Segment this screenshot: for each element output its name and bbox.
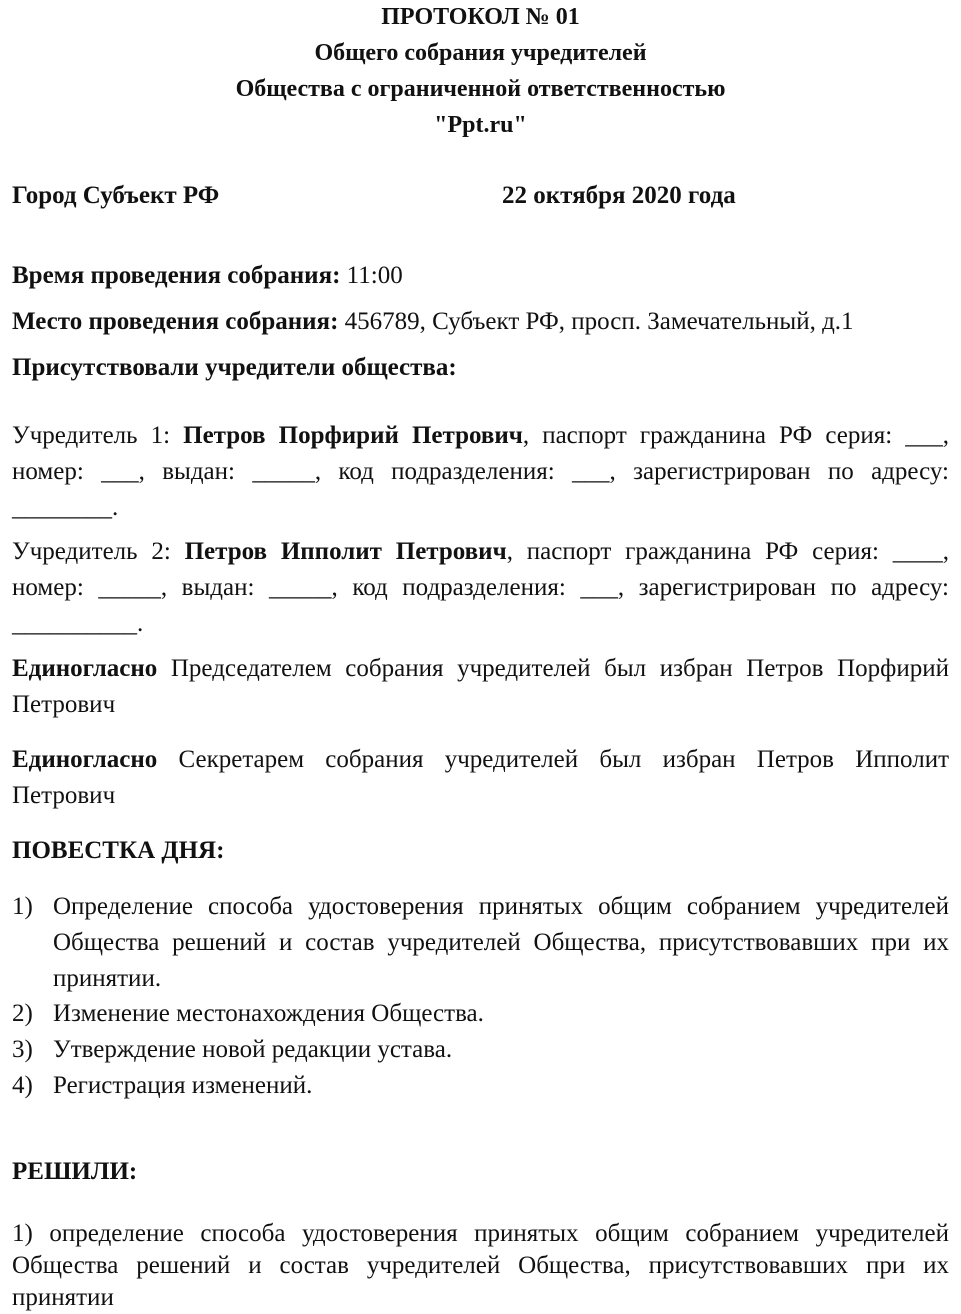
document-subtitle: Общего собрания учредителей	[314, 40, 647, 66]
meeting-time-label: Время проведения собрания:	[12, 262, 341, 289]
meeting-place	[12, 307, 949, 337]
document-title: ПРОТОКОЛ № 01	[381, 4, 580, 30]
secretary-election	[12, 742, 949, 814]
agenda-item-number: 3)	[12, 1036, 33, 1063]
agenda-item-text: Определение способа удостоверения принятых общим собранием учредителей Общества решений и состав учредителей Общества, присутствовавших при их принятии.	[53, 893, 949, 992]
election-text: Председателем собрания учредителей был избран Петров Порфирий Петрович	[12, 655, 949, 718]
founder-details: , паспорт гражданина РФ серия: ___, номер: ___, выдан: _____, код подразделения: ___, зарегистрирован по адресу: ________.	[12, 422, 949, 521]
agenda-item	[12, 1068, 949, 1104]
meeting-place-value: 456789, Субъект РФ, просп. Замечательный, д.1	[338, 308, 854, 335]
agenda-item-number: 1)	[12, 893, 33, 920]
vote-result: Единогласно	[12, 746, 158, 773]
meeting-place-label: Место проведения собрания:	[12, 308, 339, 335]
founder-prefix: Учредитель 2:	[12, 538, 185, 565]
meeting-time	[12, 261, 949, 291]
founder-paragraph	[12, 534, 949, 642]
agenda-item	[12, 1032, 949, 1068]
attendees-heading: Присутствовали учредители общества:	[12, 354, 457, 381]
agenda-item-text: Изменение местонахождения Общества.	[53, 1000, 484, 1027]
meeting-date: 22 октября 2020 года	[502, 182, 736, 209]
agenda-item	[12, 889, 949, 997]
agenda-item-text: Регистрация изменений.	[53, 1072, 313, 1099]
agenda-item	[12, 996, 949, 1032]
agenda-heading: ПОВЕСТКА ДНЯ:	[12, 837, 225, 864]
company-type: Общества с ограниченной ответственностью	[235, 76, 726, 102]
chairman-election	[12, 651, 949, 723]
vote-result: Единогласно	[12, 655, 158, 682]
founder-details: , паспорт гражданина РФ серия: ____, номер: _____, выдан: _____, код подразделения: ___, зарегистрирован по адресу: __________.	[12, 538, 949, 637]
founder-paragraph	[12, 418, 949, 526]
founder-name: Петров Порфирий Петрович	[183, 422, 523, 449]
founder-name: Петров Ипполит Петрович	[184, 538, 507, 565]
decisions-heading: РЕШИЛИ:	[12, 1158, 138, 1185]
agenda-item-number: 2)	[12, 1000, 33, 1027]
agenda-item-number: 4)	[12, 1072, 33, 1099]
agenda-item-text: Утверждение новой редакции устава.	[53, 1036, 453, 1063]
city-label: Город Субъект РФ	[12, 182, 220, 209]
decision-item: 1) определение способа удостоверения принятых общим собранием учредителей Общества решений и состав учредителей Общества, присутствовавших при их принятии	[12, 1220, 949, 1311]
company-name: "Ppt.ru"	[434, 112, 527, 138]
founder-prefix: Учредитель 1:	[12, 422, 184, 449]
meeting-time-value: 11:00	[340, 262, 403, 289]
election-text: Секретарем собрания учредителей был избран Петров Ипполит Петрович	[12, 746, 949, 809]
